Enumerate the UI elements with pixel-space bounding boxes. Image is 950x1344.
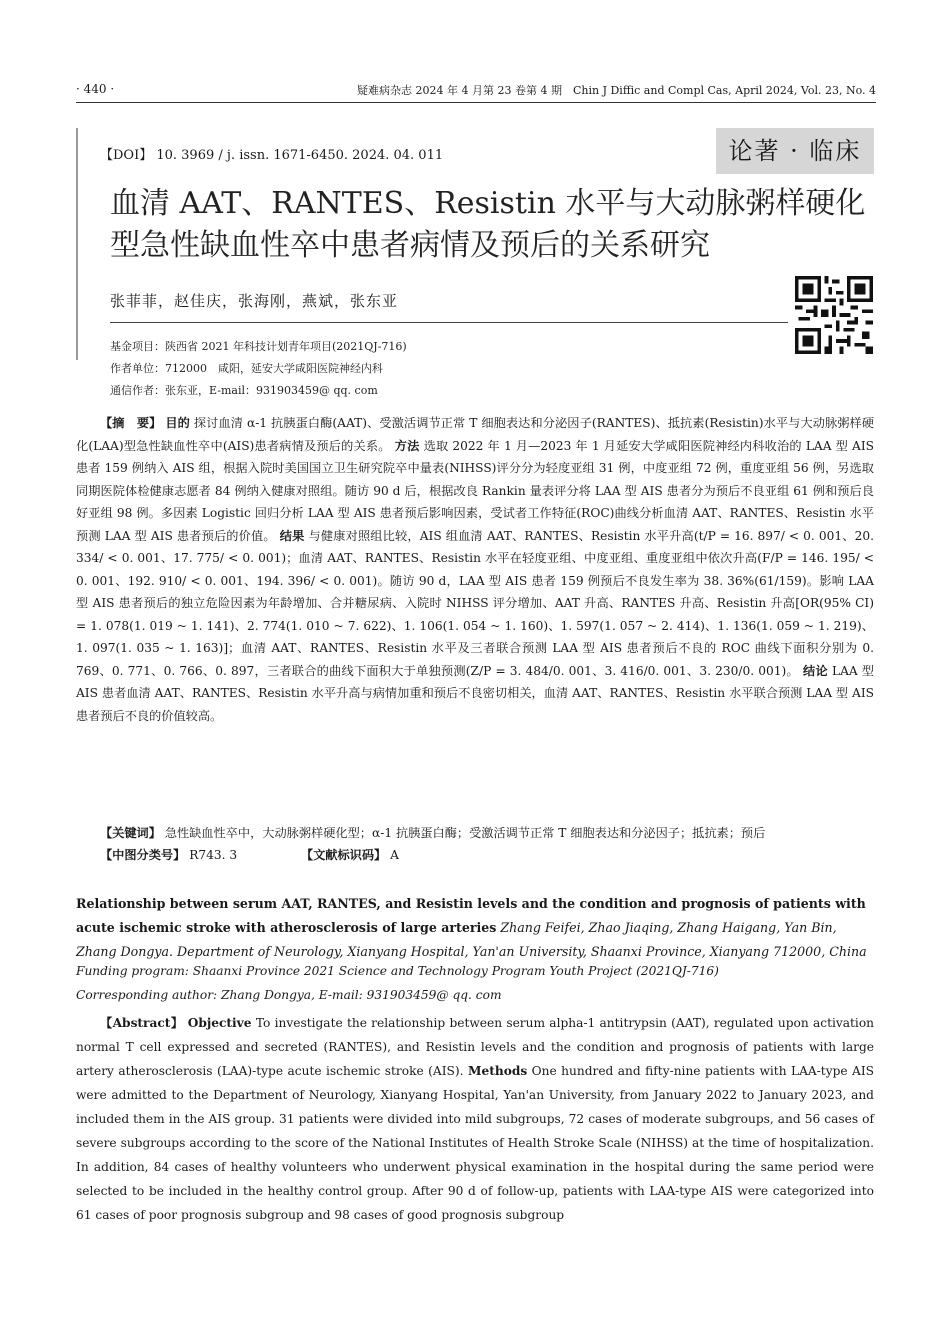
keywords-text: 急性缺血性卒中，大动脉粥样硬化型；α-1 抗胰蛋白酶；受激活调节正常 T 细胞表达和分泌因子；抵抗素；预后 xyxy=(164,826,766,840)
conclusion-text: LAA 型 AIS 患者血清 AAT、RANTES、Resistin 水平升高与病情加重和预后不良密切相关，血清 AAT、RANTES、Resistin 水平联合预测 LAA 型 AIS 患者预后不良的价值较高。 xyxy=(76,663,874,723)
abstract-label: 【摘 要】 xyxy=(100,416,162,430)
keywords-label: 【关键词】 xyxy=(100,826,161,840)
methods-text: 选取 2022 年 1 月—2023 年 1 月延安大学咸阳医院神经内科收治的 LAA 型 AIS 患者 159 例纳入 AIS 组，根据入院时美国国立卫生研究院卒中量表(NIHSS)评分分为轻度亚组 31 例，中度亚组 72 例，重度亚组 56 例，另选取同期医院体检健康志愿者 84 例纳入健康对照组。随访 90 d 后，根据改良 Rankin 量表评分将 LAA 型 AIS 患者分为预后不良亚组 61 例和预后良好亚组 98 例。多因素 Logistic 回归分析 LAA 型 AIS 患者预后影响因素，受试者工作特征(ROC)曲线分析血清 AAT、RANTES、Resistin 水平预测 LAA 型 AIS 患者预后的价值。 xyxy=(76,438,875,543)
keywords xyxy=(76,822,874,844)
doc-code-value: A xyxy=(390,848,399,862)
methods-label: 方法 xyxy=(394,438,420,453)
doi-line xyxy=(100,144,443,163)
qr-code-icon[interactable] xyxy=(795,276,873,354)
english-objective-text: To investigate the relationship between serum alpha-1 antitrypsin (AAT), regulated upon activation normal T cell expressed and secreted (RANTES), and Resistin levels and the condition and prognosis of patients with large artery atherosclerosis (LAA)-type acute ischemic stroke (AIS). xyxy=(76,1016,875,1078)
author-rule xyxy=(110,322,788,323)
funding-line: 基金项目：陕西省 2021 年科技计划青年项目(2021QJ-716) xyxy=(110,340,407,353)
english-title: Relationship between serum AAT, RANTES, and Resistin levels and the condition and prognosis of patients with acute ischemic stroke with atherosclerosis of large arteries xyxy=(76,896,866,935)
objective-label: 目的 xyxy=(165,416,190,430)
english-authors: Zhang Feifei, Zhao Jiaqing, Zhang Haigang, Yan Bin, Zhang Dongya. Department of Neurology, Xianyang Hospital, Yan'an University, Shaanxi Province, Xianyang 712000, China xyxy=(76,920,867,959)
english-abstract-label: 【Abstract】 xyxy=(100,1016,184,1030)
english-title-block xyxy=(76,892,874,964)
classification-line xyxy=(100,846,399,863)
conclusion-label: 结论 xyxy=(803,663,828,678)
article-title: 血清 AAT、RANTES、Resistin 水平与大动脉粥样硬化型急性缺血性卒中患者病情及预后的关系研究 xyxy=(110,186,866,263)
english-abstract xyxy=(76,1011,874,1227)
journal-info: 疑难病杂志 2024 年 4 月第 23 卷第 4 期 Chin J Diffic and Compl Cas, April 2024, Vol. 23, No. 4 xyxy=(357,84,876,97)
english-methods-text: One hundred and fifty-nine patients with LAA-type AIS were admitted to the Department of Neurology, Xianyang Hospital, Yan'an University, from January 2022 to January 2023, and included them in the AIS group. 31 patients were divided into mild subgroups, 72 cases of moderate subgroups, and 56 cases of severe subgroups according to the score of the National Institutes of Health Stroke Scale (NIHSS) at the time of hospitalization. In addition, 84 cases of healthy volunteers who underwent physical examination in the hospital during the same period were selected to be included in the healthy control group. After 90 d of follow-up, patients with LAA-type AIS were categorized into 61 cases of poor prognosis subgroup and 98 cases of good prognosis subgroup xyxy=(76,1064,875,1222)
english-objective-label: Objective xyxy=(187,1016,252,1030)
english-methods-label: Methods xyxy=(467,1064,528,1078)
objective-text: 探讨血清 α-1 抗胰蛋白酶(AAT)、受激活调节正常 T 细胞表达和分泌因子(RANTES)、抵抗素(Resistin)水平与大动脉粥样硬化(LAA)型急性缺血性卒中(AIS)患者病情及预后的关系。 xyxy=(76,416,875,453)
section-tag: 论著 · 临床 xyxy=(716,128,874,174)
page-number: · 440 · xyxy=(76,82,115,96)
chinese-abstract xyxy=(76,412,874,727)
clc-label: 【中图分类号】 xyxy=(100,848,186,862)
doi-label: 【DOI】 xyxy=(100,148,153,163)
authors: 张菲菲，赵佳庆，张海刚，燕斌，张东亚 xyxy=(110,292,399,310)
english-corresponding: Corresponding author: Zhang Dongya, E-mail: 931903459@ qq. com xyxy=(76,988,502,1002)
clc-value: R743. 3 xyxy=(189,848,238,862)
doi-value[interactable]: 10. 3969 / j. issn. 1671-6450. 2024. 04. 011 xyxy=(156,148,444,163)
affiliation-line: 作者单位：712000 咸阳，延安大学咸阳医院神经内科 xyxy=(110,362,383,375)
results-text: 与健康对照组比较，AIS 组血清 AAT、RANTES、Resistin 水平升高(t/P = 16. 897/ < 0. 001、20. 334/ < 0. 001、17. 775/ < 0. 001)；血清 AAT、RANTES、Resistin 水平在轻度亚组、中度亚组、重度亚组中依次升高(F/P = 146. 195/ < 0. 001、192. 910/ < 0. 001、194. 396/ < 0. 001)。随访 90 d，LAA 型 AIS 患者 159 例预后不良发生率为 38. 36%(61/159)。影响 LAA 型 AIS 患者预后的独立危险因素为年龄增加、合并糖尿病、入院时 NIHSS 评分增加、AAT 升高、RANTES 升高、Resistin 升高[OR(95% CI) = 1. 078(1. 019 ~ 1. 141)、2. 774(1. 010 ~ 7. 622)、1. 106(1. 054 ~ 1. 160)、1. 597(1. 057 ~ 2. 414)、1. 136(1. 059 ~ 1. 219)、1. 097(1. 035 ~ 1. 163)]；血清 AAT、RANTES、Resistin 水平及三者联合预测 LAA 型 AIS 患者预后不良的 ROC 曲线下面积分别为 0. 769、0. 771、0. 766、0. 897，三者联合的曲线下面积大于单独预测(Z/P = 3. 484/0. 001、3. 416/0. 001、3. 230/0. 001)。 xyxy=(76,528,875,678)
results-label: 结果 xyxy=(279,528,305,543)
header-rule xyxy=(76,102,876,103)
corresponding-line: 通信作者：张东亚，E-mail：931903459@ qq. com xyxy=(110,384,378,397)
doc-code-label: 【文献标识码】 xyxy=(300,848,387,862)
title-side-bar xyxy=(76,128,78,360)
english-funding: Funding program: Shaanxi Province 2021 Science and Technology Program Youth Project (2021QJ-716) xyxy=(76,964,719,978)
